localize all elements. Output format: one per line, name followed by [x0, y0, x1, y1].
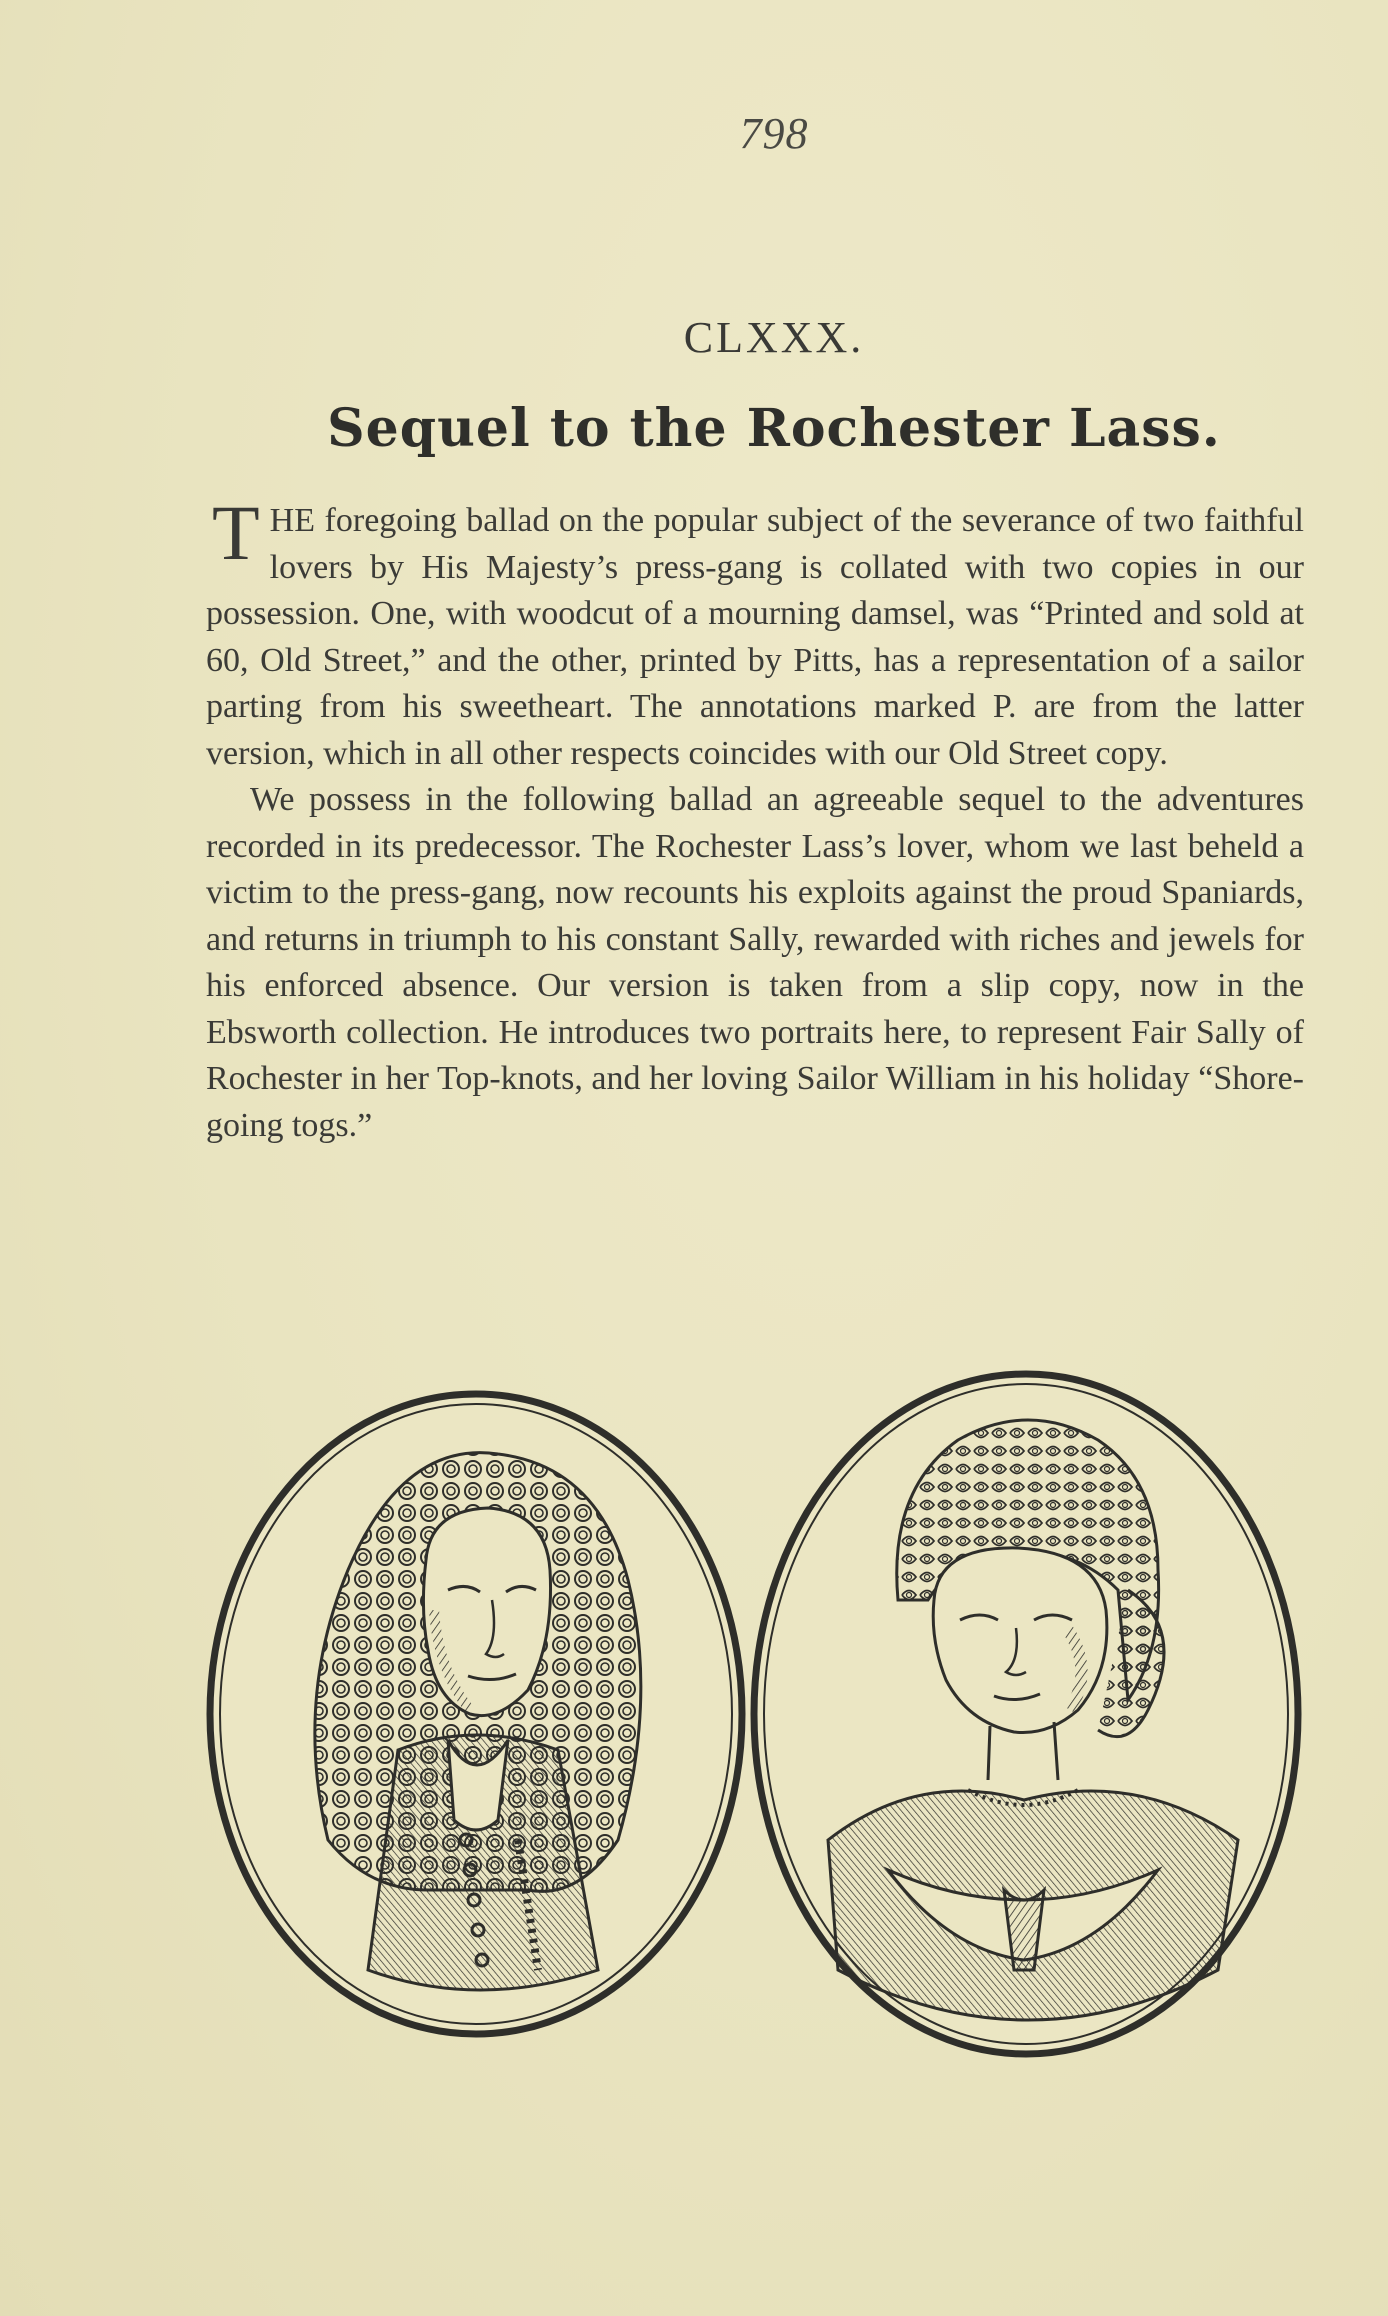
chapter-number: CLXXX. [683, 313, 865, 362]
paragraph-1-text: HE foregoing ballad on the popular subject of the severance of two faithful lovers by His Majesty’s press-gang is collated with two copies in our possession. One, with woodcut of a mourning damsel, was “Printed and sold at 60, Old Street,” and the other, printed by Pitts, has a representation of a sailor parting from his sweetheart. The annotations marked P. are from the latter version, which in all other respects coincides with our Old Street copy. [206, 502, 1304, 772]
body-text [206, 489, 1304, 1149]
paragraph-1 [206, 489, 1304, 777]
woodcut-portrait-man-icon [210, 1394, 742, 2034]
paragraph-2: We possess in the following ballad an agreeable sequel to the adventures recorded in its predecessor. The Rochester Lass’s lover, whom we last beheld a victim to the press-gang, now recounts his exploits against the proud Spaniards, and returns in triumph to his constant Sally, rewarded with riches and jewels for his enforced absence. Our version is taken from a slip copy, now in the Ebsworth collection. He introduces two portraits here, to represent Fair Sally of Rochester in her Top-knots, and her loving Sailor William in his holiday “Shore-going togs.” [206, 781, 1304, 1144]
woodcut-portrait-woman-icon [754, 1374, 1298, 2054]
page-number: 798 [739, 109, 809, 158]
portrait-woodcuts [198, 1370, 1310, 2070]
drop-cap: T [212, 489, 260, 576]
page-title: Sequel to the Rochester Lass. [327, 398, 1221, 459]
